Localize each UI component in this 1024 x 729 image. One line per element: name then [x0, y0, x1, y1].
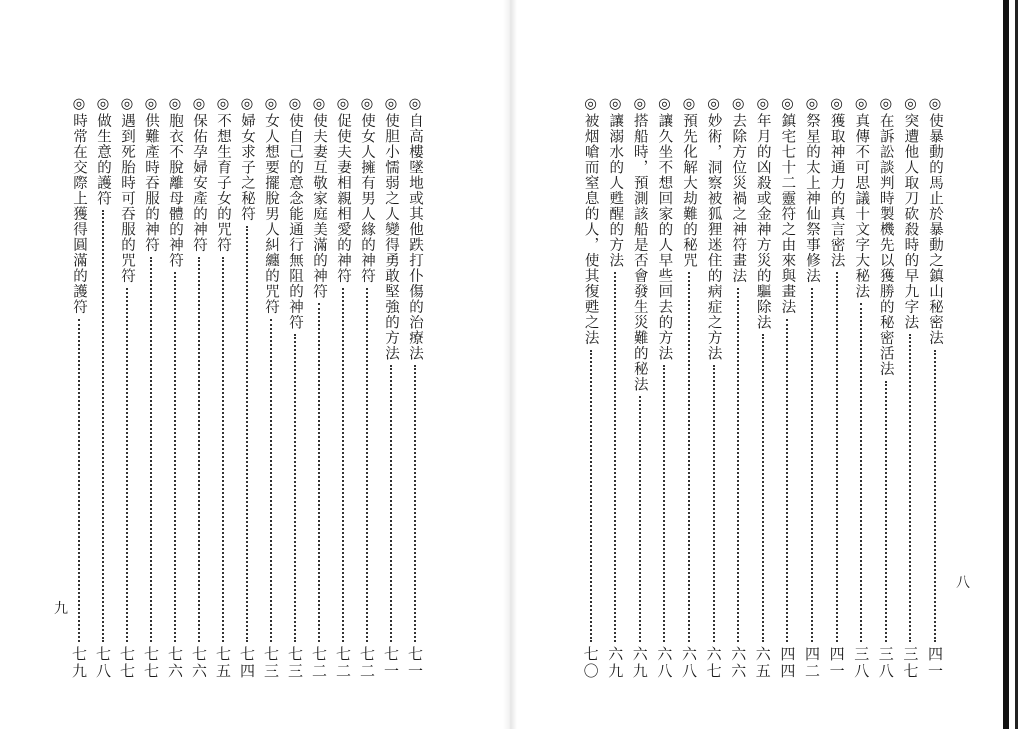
toc-entry-title: ◎使暴動的馬止於暴動之鎮山秘密法: [927, 96, 943, 346]
toc-entry-page-number: 七二: [358, 646, 376, 680]
right-page: [520, 0, 1024, 729]
toc-dot-leader: [885, 381, 887, 642]
toc-entry: [284, 96, 306, 696]
toc-entry-page-number: 六八: [680, 646, 698, 680]
toc-entry: [653, 96, 675, 696]
toc-entry-title: ◎遇到死胎時可吞服的咒符: [119, 96, 135, 284]
toc-dot-leader: [713, 365, 715, 642]
toc-entry-page-number: 三七: [901, 646, 920, 680]
toc-dot-leader: [174, 272, 176, 642]
toc-entry: [380, 96, 402, 696]
toc-entry-title: ◎突遭他人取刀砍殺時的早九字法: [902, 96, 919, 330]
toc-dot-leader: [318, 303, 320, 642]
toc-entry-page-number: 六九: [606, 646, 625, 680]
toc-entry-page-number: 四四: [778, 646, 797, 680]
toc-entry: [140, 96, 162, 696]
toc-entry-page-number: 七七: [142, 646, 160, 680]
toc-entry: [92, 96, 114, 696]
toc-entry-page-number: 七八: [94, 646, 112, 680]
toc-entry: [924, 96, 946, 696]
toc-entry-page-number: 三八: [852, 646, 871, 680]
toc-entry: [752, 96, 774, 696]
toc-entry-title: ◎供難產時吞服的神符: [143, 96, 159, 253]
toc-dot-leader: [909, 334, 911, 642]
right-page-folio: 八: [956, 575, 970, 591]
toc-dot-leader: [590, 350, 592, 642]
toc-dot-leader: [270, 319, 272, 642]
toc-dot-leader: [639, 396, 641, 642]
toc-entry-title: ◎妙術，洞察被狐狸迷住的病症之方法: [705, 96, 722, 361]
toc-entry: [236, 96, 258, 696]
toc-entry-page-number: 六六: [729, 646, 748, 680]
toc-entry: [260, 96, 282, 696]
left-page-folio: 九: [54, 601, 68, 617]
toc-dot-leader: [366, 288, 368, 642]
scan-edge-bar-thin: [1015, 0, 1018, 729]
toc-dot-leader: [860, 303, 862, 642]
toc-dot-leader: [762, 334, 764, 642]
toc-dot-leader: [390, 365, 392, 642]
toc-dot-leader: [688, 272, 690, 642]
toc-entry: [801, 96, 823, 696]
toc-dot-leader: [294, 334, 296, 642]
toc-entry: [727, 96, 749, 696]
book-gutter: [503, 0, 517, 729]
toc-entry: [776, 96, 798, 696]
toc-entry: [850, 96, 872, 696]
toc-entry-title: ◎做生意的護符: [95, 96, 111, 206]
toc-entry-title: ◎時常在交際上獲得圓滿的護符: [71, 96, 87, 315]
toc-entry-title: ◎不想生育子女的咒符: [215, 96, 231, 253]
toc-entry: [356, 96, 378, 696]
toc-dot-leader: [222, 257, 224, 642]
toc-entry-page-number: 七二: [334, 646, 352, 680]
toc-entry: [188, 96, 210, 696]
toc-entry-title: ◎女人想要擺脫男人糾纏的咒符: [263, 96, 279, 315]
toc-entry: [404, 96, 426, 696]
toc-dot-leader: [198, 257, 200, 642]
toc-entry-page-number: 七四: [238, 646, 256, 680]
toc-entry: [678, 96, 700, 696]
toc-entry-page-number: 七一: [406, 646, 424, 680]
toc-entry-page-number: 六九: [630, 646, 649, 680]
toc-entry: [116, 96, 138, 696]
toc-entry-page-number: 七五: [214, 646, 232, 680]
toc-entry: [164, 96, 186, 696]
toc-dot-leader: [663, 365, 665, 642]
toc-dot-leader: [126, 288, 128, 642]
toc-entry-page-number: 七三: [262, 646, 280, 680]
toc-entry-title: ◎祭星的太上神仙祭事修法: [804, 96, 820, 284]
toc-entry-page-number: 六八: [655, 646, 674, 680]
toc-entry-title: ◎使女人擁有男人緣的神符: [359, 96, 375, 284]
toc-entry-title: ◎真傳不可思議十文字大秘法: [853, 96, 870, 299]
toc-dot-leader: [836, 272, 838, 642]
toc-entry-page-number: 七一: [382, 646, 400, 680]
toc-dot-leader: [737, 288, 739, 642]
toc-dot-leader: [811, 288, 813, 642]
toc-entry-title: ◎鎮宅七十二靈符之由來與畫法: [779, 96, 796, 315]
toc-entry-page-number: 七二: [310, 646, 328, 680]
toc-entry-title: ◎年月的凶殺或金神方災的驅除法: [754, 96, 771, 330]
toc-entry-title: ◎使胆小懦弱之人變得勇敢堅強的方法: [383, 96, 399, 361]
toc-entry: [580, 96, 602, 696]
toc-dot-leader: [150, 257, 152, 642]
toc-entry: [604, 96, 626, 696]
toc-entry-page-number: 七三: [286, 646, 304, 680]
toc-dot-leader: [342, 288, 344, 642]
toc-dot-leader: [786, 319, 788, 642]
toc-entry: [212, 96, 234, 696]
left-page: [0, 0, 500, 729]
toc-entry-title: ◎被烟嗆而窒息的人，使其復甦之法: [582, 96, 599, 346]
toc-entry-page-number: 六五: [753, 646, 772, 680]
toc-dot-leader: [102, 210, 104, 642]
toc-entry-page-number: 七七: [118, 646, 136, 680]
toc-dot-leader: [614, 272, 616, 642]
toc-entry: [308, 96, 330, 696]
toc-entry-title: ◎胞衣不脫離母體的神符: [167, 96, 183, 268]
toc-entry: [826, 96, 848, 696]
scan-edge-bar: [1003, 0, 1009, 729]
toc-entry-title: ◎預先化解大劫難的秘咒: [681, 96, 697, 268]
toc-entry-page-number: 四一: [827, 646, 846, 680]
toc-entry: [68, 96, 90, 696]
toc-entry-page-number: 七〇: [581, 646, 600, 680]
toc-entry-title: ◎保佑孕婦安產的神符: [191, 96, 207, 253]
toc-entry-page-number: 六七: [704, 646, 723, 680]
toc-dot-leader: [246, 226, 248, 642]
toc-entry-page-number: 七六: [190, 646, 208, 680]
toc-entry-page-number: 四一: [926, 646, 944, 680]
toc-entry-title: ◎讓久坐不想回家的人早些回去的方法: [656, 96, 673, 361]
toc-entry: [899, 96, 921, 696]
toc-entry-title: ◎讓溺水的人甦醒的方法: [607, 96, 624, 268]
toc-dot-leader: [78, 319, 80, 642]
toc-entry-page-number: 四二: [803, 646, 821, 680]
toc-entry-title: ◎婦女求子之秘符: [239, 96, 255, 222]
toc-entry: [875, 96, 897, 696]
toc-entry: [332, 96, 354, 696]
toc-entry-title: ◎在訴訟談判時製機先以獲勝的秘密活法: [877, 96, 894, 377]
toc-entry-title: ◎自高樓墜地或其他跌打仆傷的治療法: [407, 96, 423, 361]
toc-dot-leader: [934, 350, 936, 642]
toc-entry-title: ◎使自己的意念能通行無阻的神符: [287, 96, 303, 330]
toc-dot-leader: [414, 365, 416, 642]
toc-entry-page-number: 七九: [70, 646, 88, 680]
toc-entry-title: ◎促使夫妻相親相愛的神符: [335, 96, 351, 284]
toc-entry-title: ◎搭船時，預測該船是否會發生災難的秘法: [631, 96, 648, 392]
toc-entry-page-number: 三八: [876, 646, 895, 680]
toc-entry: [703, 96, 725, 696]
toc-entry-title: ◎去除方位災禍之神符畫法: [730, 96, 747, 284]
toc-entry-page-number: 七六: [166, 646, 184, 680]
toc-entry: [629, 96, 651, 696]
toc-entry-title: ◎使夫妻互敬家庭美滿的神符: [311, 96, 327, 299]
toc-entry-title: ◎獲取神通力的真言密法: [828, 96, 845, 268]
